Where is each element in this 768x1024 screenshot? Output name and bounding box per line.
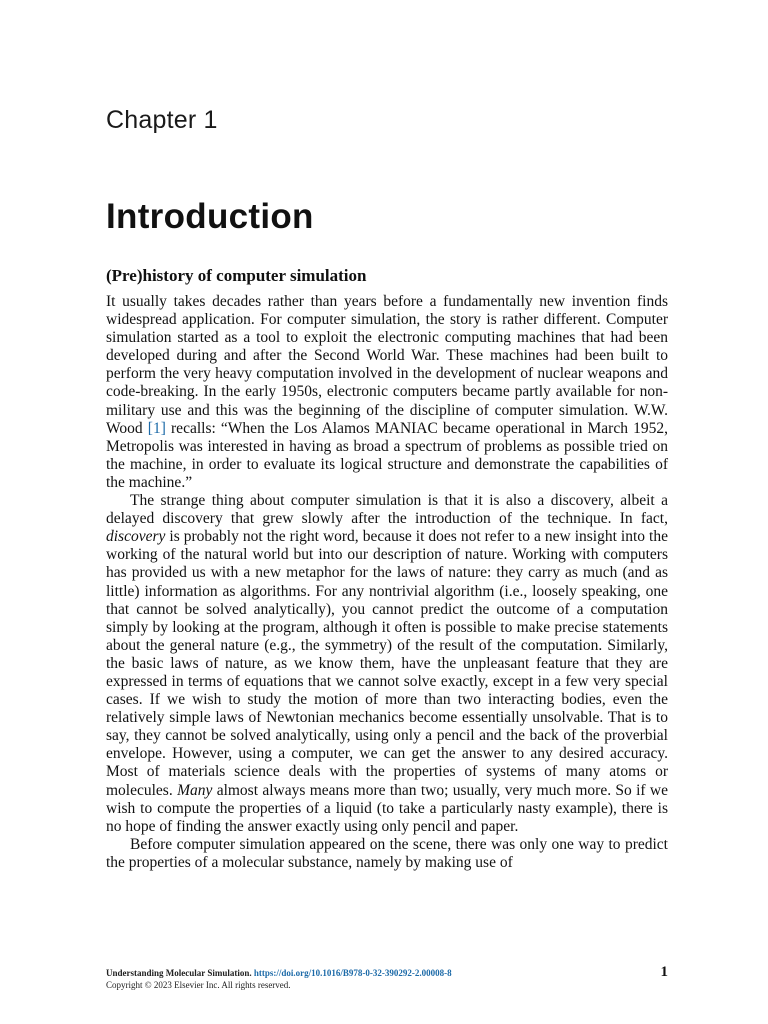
paragraph-1-text-b: recalls: “When the Los Alamos MANIAC became operational in March 1952, Metropolis was interested in having as broad a spectrum of problems as possible tried on the machine, in order to evaluate its logical structure and demonstrate the capabilities of the machine.” bbox=[106, 419, 669, 491]
chapter-title: Introduction bbox=[106, 197, 314, 236]
body-text bbox=[106, 293, 668, 872]
page-footer bbox=[106, 967, 668, 991]
paragraph-3: Before computer simulation appeared on the scene, there was only one way to predict the properties of a molecular substance, namely by making use of bbox=[106, 835, 668, 871]
page-number: 1 bbox=[660, 964, 668, 980]
paragraph-2 bbox=[106, 492, 668, 836]
paragraph-1-text-a: It usually takes decades rather than years before a fundamentally new invention finds widespread application. For computer simulation, the story is rather different. Computer simulation started as a tool to exploit the electronic computing machines that had been developed during and after the Second World War. These machines had been built to perform the very heavy computation involved in the development of nuclear weapons and code-breaking. In the early 1950s, electronic computers became partly available for non-military use and this was the beginning of the discipline of computer simulation. W.W. Wood bbox=[106, 293, 668, 437]
paragraph-2-text-a: The strange thing about computer simulation is that it is also a discovery, albeit a delayed discovery that grew slowly after the introduction of the technique. In fact, bbox=[106, 492, 668, 528]
section-heading: (Pre)history of computer simulation bbox=[106, 266, 367, 285]
footer-citation-line bbox=[106, 967, 668, 979]
citation-link[interactable]: [1] bbox=[147, 419, 166, 437]
emphasis-many: Many bbox=[177, 781, 213, 799]
book-title: Understanding Molecular Simulation. bbox=[106, 968, 252, 978]
emphasis-discovery: discovery bbox=[106, 528, 166, 546]
paragraph-2-text-b: is probably not the right word, because it does not refer to a new insight into the working of the natural world but into our description of nature. Working with computers has provided us with a new metaphor for the laws of nature: they carry as much (and as little) information as algorithms. For any nontrivial algorithm (i.e., loosely speaking, one that cannot be solved analytically), you cannot predict the outcome of a computation simply by looking at the program, although it often is possible to make precise statements about the general nature (e.g., the symmetry) of the result of the computation. Similarly, the basic laws of nature, as we know them, have the unpleasant feature that they are expressed in terms of equations that we cannot solve exactly, except in a few very special cases. If we wish to study the motion of more than two interacting bodies, even the relatively simple laws of Newtonian mechanics become essentially unsolvable. That is to say, they cannot be solved analytically, using only a pencil and the back of the proverbial envelope. However, using a computer, we can get the answer to any desired accuracy. Most of materials science deals with the properties of systems of many atoms or molecules. bbox=[106, 528, 668, 799]
chapter-label: Chapter 1 bbox=[106, 106, 218, 134]
paragraph-1 bbox=[106, 293, 668, 492]
paragraph-2-text-c: almost always means more than two; usually, very much more. So if we wish to compute the properties of a liquid (to take a particularly nasty example), there is no hope of finding the answer exactly using only pencil and paper. bbox=[106, 781, 668, 835]
doi-link[interactable]: https://doi.org/10.1016/B978-0-32-390292-2.00008-8 bbox=[253, 968, 452, 978]
copyright: Copyright © 2023 Elsevier Inc. All rights reserved. bbox=[106, 980, 291, 990]
